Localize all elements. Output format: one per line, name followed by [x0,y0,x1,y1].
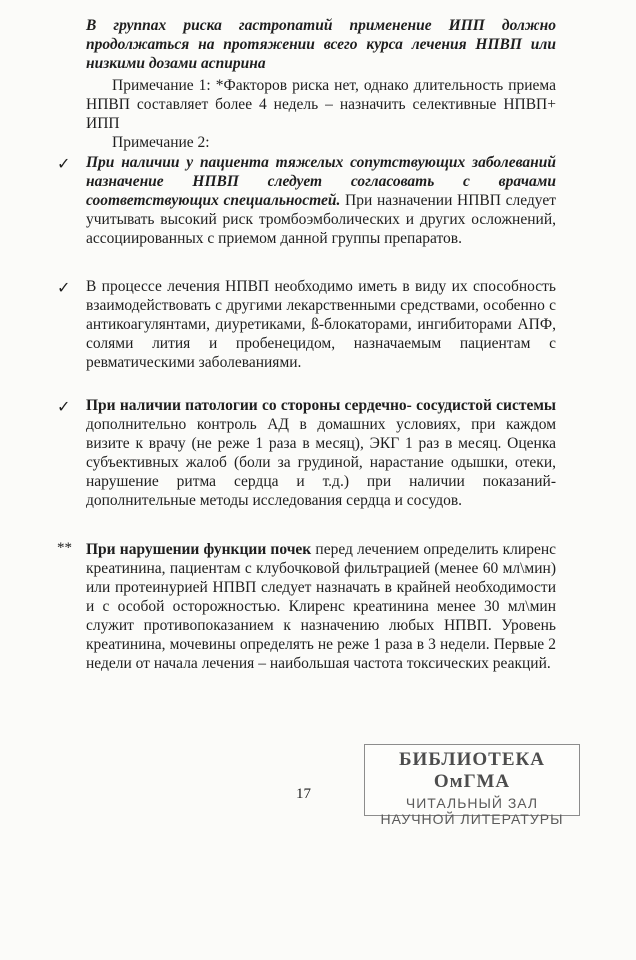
checkmark-icon: ✓ [57,397,71,416]
list-item-bold: При наличии патологии со стороны сердечно- сосудистой системы [86,397,556,414]
checkmark-icon: ✓ [57,154,71,173]
note-2-heading: Примечание 2: [112,134,210,151]
note-1-paragraph: Примечание 1: *Факторов риска нет, однако длительность приема НПВП составляет более 4 недель – назначить селективные НПВП+ ИПП [86,77,556,132]
list-item-bold: При наличии у пациента тяжелых сопутствующих заболеваний назначение НПВП следует согласовать с врачами соответствующих специальностей. [86,154,556,209]
double-asterisk-marker: ** [57,540,72,556]
list-item-text: При назначении НПВП следует учитывать высокий риск тромбоэмболических и других осложнений, ассоциированных с приемом данной группы препаратов. [86,192,556,247]
lead-paragraph: В группах риска гастропатий применение ИПП должно продолжаться на протяжении всего курса лечения НПВП или низкими дозами аспирина [86,17,556,72]
library-stamp [364,744,580,827]
checkmark-icon: ✓ [57,278,71,297]
list-item [86,396,556,510]
list-item [86,277,556,372]
list-item-bold: При нарушении функции почек [86,541,312,558]
list-item-text: перед лечением определить клиренс креатинина, пациентам с клубочковой фильтрацией (менее 60 мл\мин) или протеинурией НПВП следует назначать в крайней необходимости и с особой осторожностью. Клиренс креатинина менее 30 мл\мин служит противопоказанием к назначению любых НПВП. Уровень креатинина, мочевины определять не реже 1 раза в 3 недели. Первые 2 недели от начала лечения – наибольшая частота токсических реакций. [86,541,556,672]
stamp-line-2: ЧИТАЛЬНЫЙ ЗАЛ [405,795,539,811]
list-item [86,153,556,248]
list-item-text: дополнительно контроль АД в домашних условиях, при каждом визите к врачу (не реже 1 раза в месяц), ЭКГ 1 раз в месяц. Оценка субъективных жалоб (боли за грудиной, нарастание одышки, отеки, нарушение ритма сердца и т.д.) при наличии показаний-дополнительные методы исследования сердца и сосудов. [86,416,556,509]
stamp-line-1: БИБЛИОТЕКА ОмГМА [399,749,545,792]
stamp-line-3: НАУЧНОЙ ЛИТЕРАТУРЫ [380,811,564,827]
page-number: 17 [296,786,311,802]
list-item-text: В процессе лечения НПВП необходимо иметь в виду их способность взаимодействовать с другими лекарственными средствами, особенно с антикоагулянтами, диуретиками, ß-блокаторами, ингибиторами АПФ, солями лития и пробенецидом, назначаемым пациентам с ревматическими заболеваниями. [86,278,556,371]
list-item [86,540,556,673]
